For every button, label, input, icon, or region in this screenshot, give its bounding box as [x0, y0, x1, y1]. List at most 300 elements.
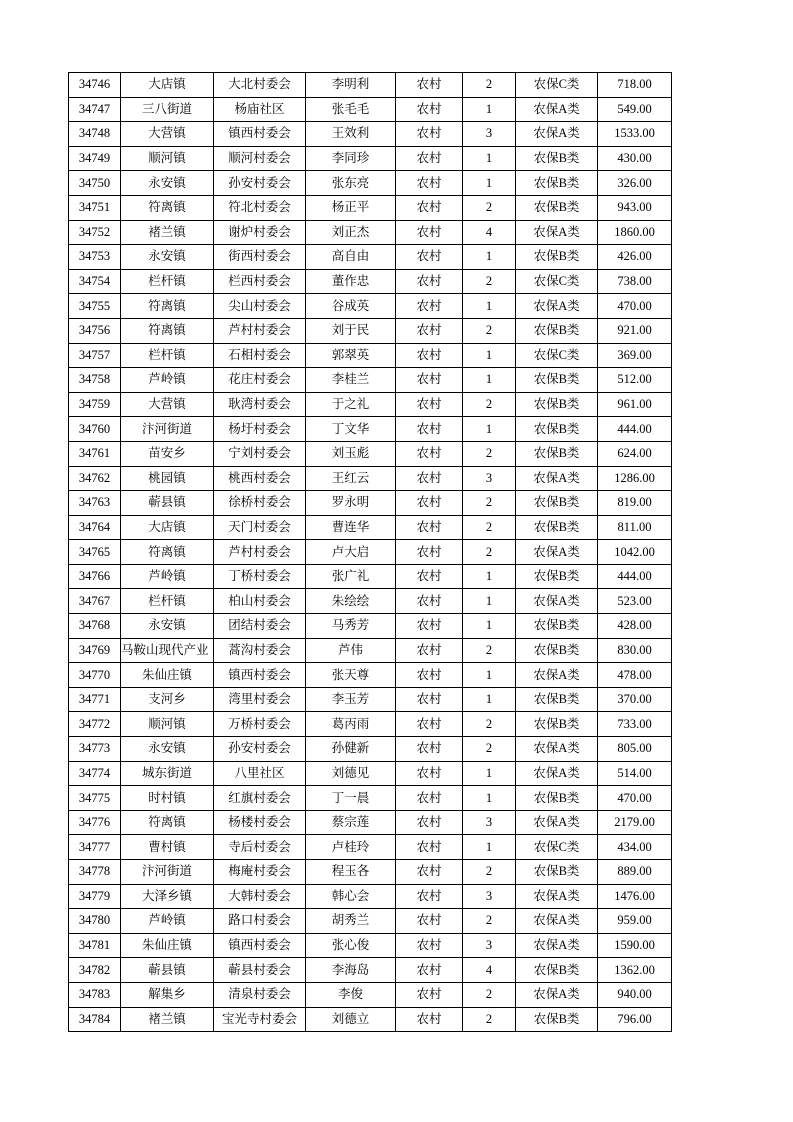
- cell-village: 谢炉村委会: [214, 220, 306, 245]
- cell-id: 34764: [69, 515, 121, 540]
- cell-type: 农村: [396, 318, 463, 343]
- cell-id: 34752: [69, 220, 121, 245]
- cell-type: 农村: [396, 835, 463, 860]
- cell-persons: 1: [463, 146, 516, 171]
- cell-persons: 2: [463, 737, 516, 762]
- cell-village: 顺河村委会: [214, 146, 306, 171]
- cell-persons: 1: [463, 417, 516, 442]
- cell-amount: 2179.00: [598, 810, 672, 835]
- cell-id: 34768: [69, 614, 121, 639]
- table-row: [69, 195, 672, 220]
- cell-name: 胡秀兰: [306, 909, 396, 934]
- cell-town: 桃园镇: [121, 466, 214, 491]
- cell-id: 34747: [69, 97, 121, 122]
- cell-village: 寺后村委会: [214, 835, 306, 860]
- cell-village: 红旗村委会: [214, 786, 306, 811]
- cell-amount: 514.00: [598, 761, 672, 786]
- cell-persons: 1: [463, 564, 516, 589]
- cell-id: 34784: [69, 1007, 121, 1032]
- table-row: [69, 540, 672, 565]
- cell-id: 34767: [69, 589, 121, 614]
- cell-persons: 2: [463, 982, 516, 1007]
- cell-type: 农村: [396, 982, 463, 1007]
- cell-type: 农村: [396, 663, 463, 688]
- cell-persons: 1: [463, 786, 516, 811]
- cell-town: 苗安乡: [121, 441, 214, 466]
- cell-persons: 4: [463, 220, 516, 245]
- cell-village: 梅庵村委会: [214, 860, 306, 885]
- cell-id: 34761: [69, 441, 121, 466]
- cell-type: 农村: [396, 491, 463, 516]
- cell-town: 解集乡: [121, 982, 214, 1007]
- cell-town: 符离镇: [121, 540, 214, 565]
- cell-amount: 961.00: [598, 392, 672, 417]
- cell-name: 曹连华: [306, 515, 396, 540]
- cell-category: 农保A类: [516, 466, 598, 491]
- cell-name: 刘德立: [306, 1007, 396, 1032]
- cell-id: 34755: [69, 294, 121, 319]
- cell-category: 农保B类: [516, 491, 598, 516]
- cell-amount: 889.00: [598, 860, 672, 885]
- cell-persons: 3: [463, 884, 516, 909]
- cell-id: 34746: [69, 73, 121, 98]
- cell-persons: 1: [463, 663, 516, 688]
- cell-amount: 326.00: [598, 171, 672, 196]
- cell-category: 农保A类: [516, 761, 598, 786]
- cell-town: 芦岭镇: [121, 564, 214, 589]
- table-row: [69, 860, 672, 885]
- cell-town: 大店镇: [121, 515, 214, 540]
- cell-village: 芦村村委会: [214, 318, 306, 343]
- cell-type: 农村: [396, 97, 463, 122]
- cell-name: 张毛毛: [306, 97, 396, 122]
- cell-name: 刘于民: [306, 318, 396, 343]
- cell-town: 栏杆镇: [121, 589, 214, 614]
- cell-amount: 370.00: [598, 687, 672, 712]
- cell-town: 蕲县镇: [121, 958, 214, 983]
- cell-name: 卢大启: [306, 540, 396, 565]
- cell-category: 农保A类: [516, 884, 598, 909]
- cell-name: 韩心会: [306, 884, 396, 909]
- cell-amount: 1286.00: [598, 466, 672, 491]
- cell-persons: 3: [463, 466, 516, 491]
- table-row: [69, 146, 672, 171]
- cell-town: 马鞍山现代产业: [121, 638, 214, 663]
- cell-amount: 738.00: [598, 269, 672, 294]
- cell-persons: 1: [463, 687, 516, 712]
- cell-amount: 733.00: [598, 712, 672, 737]
- cell-name: 朱绘绘: [306, 589, 396, 614]
- cell-name: 李玉芳: [306, 687, 396, 712]
- cell-persons: 2: [463, 392, 516, 417]
- cell-village: 符北村委会: [214, 195, 306, 220]
- table-row: [69, 269, 672, 294]
- cell-persons: 2: [463, 441, 516, 466]
- cell-village: 路口村委会: [214, 909, 306, 934]
- cell-id: 34765: [69, 540, 121, 565]
- cell-amount: 819.00: [598, 491, 672, 516]
- cell-town: 大营镇: [121, 392, 214, 417]
- cell-amount: 805.00: [598, 737, 672, 762]
- cell-persons: 1: [463, 171, 516, 196]
- cell-type: 农村: [396, 441, 463, 466]
- cell-amount: 549.00: [598, 97, 672, 122]
- cell-category: 农保C类: [516, 73, 598, 98]
- cell-village: 杨圩村委会: [214, 417, 306, 442]
- cell-persons: 2: [463, 909, 516, 934]
- cell-village: 天门村委会: [214, 515, 306, 540]
- cell-persons: 1: [463, 368, 516, 393]
- cell-id: 34756: [69, 318, 121, 343]
- cell-id: 34779: [69, 884, 121, 909]
- cell-type: 农村: [396, 958, 463, 983]
- table-row: [69, 343, 672, 368]
- cell-persons: 1: [463, 835, 516, 860]
- cell-category: 农保B类: [516, 786, 598, 811]
- cell-town: 芦岭镇: [121, 368, 214, 393]
- cell-village: 街西村委会: [214, 245, 306, 270]
- cell-category: 农保A类: [516, 737, 598, 762]
- cell-category: 农保B类: [516, 441, 598, 466]
- cell-name: 杨正平: [306, 195, 396, 220]
- cell-village: 徐桥村委会: [214, 491, 306, 516]
- cell-amount: 718.00: [598, 73, 672, 98]
- cell-name: 张心俊: [306, 933, 396, 958]
- table-row: [69, 1007, 672, 1032]
- cell-town: 栏杆镇: [121, 269, 214, 294]
- cell-town: 蕲县镇: [121, 491, 214, 516]
- cell-category: 农保B类: [516, 687, 598, 712]
- cell-type: 农村: [396, 466, 463, 491]
- cell-category: 农保C类: [516, 835, 598, 860]
- cell-village: 孙安村委会: [214, 737, 306, 762]
- cell-type: 农村: [396, 638, 463, 663]
- cell-town: 时村镇: [121, 786, 214, 811]
- cell-village: 宝光寺村委会: [214, 1007, 306, 1032]
- cell-name: 刘正杰: [306, 220, 396, 245]
- cell-village: 湾里村委会: [214, 687, 306, 712]
- cell-persons: 2: [463, 515, 516, 540]
- cell-category: 农保A类: [516, 663, 598, 688]
- cell-type: 农村: [396, 810, 463, 835]
- cell-town: 永安镇: [121, 171, 214, 196]
- records-table-body: [69, 73, 672, 1032]
- cell-type: 农村: [396, 73, 463, 98]
- cell-town: 符离镇: [121, 195, 214, 220]
- cell-amount: 430.00: [598, 146, 672, 171]
- cell-village: 桃西村委会: [214, 466, 306, 491]
- cell-name: 董作忠: [306, 269, 396, 294]
- cell-village: 大韩村委会: [214, 884, 306, 909]
- cell-persons: 2: [463, 638, 516, 663]
- cell-type: 农村: [396, 195, 463, 220]
- cell-persons: 1: [463, 343, 516, 368]
- cell-village: 团结村委会: [214, 614, 306, 639]
- cell-type: 农村: [396, 220, 463, 245]
- cell-town: 栏杆镇: [121, 343, 214, 368]
- cell-name: 孙健新: [306, 737, 396, 762]
- cell-amount: 470.00: [598, 786, 672, 811]
- cell-type: 农村: [396, 786, 463, 811]
- cell-id: 34782: [69, 958, 121, 983]
- cell-type: 农村: [396, 417, 463, 442]
- table-row: [69, 712, 672, 737]
- cell-persons: 1: [463, 245, 516, 270]
- cell-name: 李桂兰: [306, 368, 396, 393]
- cell-town: 符离镇: [121, 810, 214, 835]
- table-row: [69, 318, 672, 343]
- cell-category: 农保B类: [516, 392, 598, 417]
- table-row: [69, 810, 672, 835]
- cell-town: 褚兰镇: [121, 1007, 214, 1032]
- cell-name: 张东亮: [306, 171, 396, 196]
- table-row: [69, 491, 672, 516]
- cell-village: 清泉村委会: [214, 982, 306, 1007]
- cell-town: 符离镇: [121, 294, 214, 319]
- cell-persons: 2: [463, 712, 516, 737]
- cell-name: 王效利: [306, 122, 396, 147]
- cell-town: 城东街道: [121, 761, 214, 786]
- cell-id: 34758: [69, 368, 121, 393]
- cell-category: 农保A类: [516, 909, 598, 934]
- cell-name: 郭翠英: [306, 343, 396, 368]
- cell-id: 34748: [69, 122, 121, 147]
- cell-amount: 444.00: [598, 564, 672, 589]
- table-row: [69, 614, 672, 639]
- table-row: [69, 122, 672, 147]
- cell-id: 34772: [69, 712, 121, 737]
- cell-name: 罗永明: [306, 491, 396, 516]
- table-row: [69, 564, 672, 589]
- table-row: [69, 220, 672, 245]
- table-row: [69, 982, 672, 1007]
- cell-name: 李同珍: [306, 146, 396, 171]
- cell-category: 农保A类: [516, 810, 598, 835]
- table-row: [69, 687, 672, 712]
- cell-amount: 940.00: [598, 982, 672, 1007]
- cell-category: 农保B类: [516, 245, 598, 270]
- cell-town: 大泽乡镇: [121, 884, 214, 909]
- cell-name: 王红云: [306, 466, 396, 491]
- cell-village: 杨庙社区: [214, 97, 306, 122]
- cell-name: 刘玉彪: [306, 441, 396, 466]
- table-row: [69, 245, 672, 270]
- cell-town: 符离镇: [121, 318, 214, 343]
- cell-town: 三八街道: [121, 97, 214, 122]
- cell-category: 农保A类: [516, 220, 598, 245]
- cell-town: 芦岭镇: [121, 909, 214, 934]
- cell-type: 农村: [396, 909, 463, 934]
- cell-village: 丁桥村委会: [214, 564, 306, 589]
- cell-category: 农保B类: [516, 860, 598, 885]
- cell-category: 农保B类: [516, 638, 598, 663]
- cell-town: 汴河街道: [121, 860, 214, 885]
- cell-name: 丁文华: [306, 417, 396, 442]
- table-row: [69, 73, 672, 98]
- table-row: [69, 933, 672, 958]
- cell-id: 34763: [69, 491, 121, 516]
- table-row: [69, 909, 672, 934]
- cell-id: 34753: [69, 245, 121, 270]
- cell-category: 农保C类: [516, 343, 598, 368]
- cell-type: 农村: [396, 1007, 463, 1032]
- cell-type: 农村: [396, 687, 463, 712]
- cell-amount: 369.00: [598, 343, 672, 368]
- cell-persons: 2: [463, 318, 516, 343]
- cell-village: 柏山村委会: [214, 589, 306, 614]
- cell-category: 农保A类: [516, 540, 598, 565]
- cell-village: 芦村村委会: [214, 540, 306, 565]
- cell-village: 镇西村委会: [214, 933, 306, 958]
- table-row: [69, 663, 672, 688]
- cell-amount: 428.00: [598, 614, 672, 639]
- cell-amount: 426.00: [598, 245, 672, 270]
- table-row: [69, 958, 672, 983]
- cell-persons: 2: [463, 269, 516, 294]
- cell-amount: 1476.00: [598, 884, 672, 909]
- cell-name: 李俊: [306, 982, 396, 1007]
- cell-persons: 2: [463, 1007, 516, 1032]
- cell-town: 大店镇: [121, 73, 214, 98]
- table-row: [69, 515, 672, 540]
- cell-town: 永安镇: [121, 614, 214, 639]
- cell-id: 34769: [69, 638, 121, 663]
- cell-type: 农村: [396, 343, 463, 368]
- table-row: [69, 884, 672, 909]
- cell-category: 农保B类: [516, 171, 598, 196]
- cell-category: 农保A类: [516, 589, 598, 614]
- cell-village: 孙安村委会: [214, 171, 306, 196]
- cell-amount: 434.00: [598, 835, 672, 860]
- cell-village: 杨楼村委会: [214, 810, 306, 835]
- cell-town: 永安镇: [121, 245, 214, 270]
- cell-amount: 1860.00: [598, 220, 672, 245]
- cell-amount: 811.00: [598, 515, 672, 540]
- cell-category: 农保A类: [516, 97, 598, 122]
- cell-type: 农村: [396, 368, 463, 393]
- cell-type: 农村: [396, 564, 463, 589]
- cell-town: 永安镇: [121, 737, 214, 762]
- cell-amount: 921.00: [598, 318, 672, 343]
- cell-id: 34751: [69, 195, 121, 220]
- cell-id: 34759: [69, 392, 121, 417]
- table-row: [69, 97, 672, 122]
- cell-amount: 478.00: [598, 663, 672, 688]
- cell-village: 栏西村委会: [214, 269, 306, 294]
- cell-persons: 1: [463, 614, 516, 639]
- cell-type: 农村: [396, 614, 463, 639]
- cell-id: 34770: [69, 663, 121, 688]
- cell-town: 顺河镇: [121, 712, 214, 737]
- cell-town: 大营镇: [121, 122, 214, 147]
- table-row: [69, 171, 672, 196]
- cell-persons: 3: [463, 810, 516, 835]
- cell-category: 农保A类: [516, 933, 598, 958]
- cell-type: 农村: [396, 540, 463, 565]
- cell-type: 农村: [396, 122, 463, 147]
- cell-amount: 1533.00: [598, 122, 672, 147]
- cell-name: 于之礼: [306, 392, 396, 417]
- cell-category: 农保B类: [516, 146, 598, 171]
- cell-id: 34777: [69, 835, 121, 860]
- cell-type: 农村: [396, 589, 463, 614]
- cell-category: 农保B类: [516, 417, 598, 442]
- cell-id: 34771: [69, 687, 121, 712]
- cell-category: 农保B类: [516, 515, 598, 540]
- cell-id: 34776: [69, 810, 121, 835]
- cell-name: 谷成英: [306, 294, 396, 319]
- cell-name: 芦伟: [306, 638, 396, 663]
- cell-category: 农保B类: [516, 368, 598, 393]
- cell-id: 34757: [69, 343, 121, 368]
- cell-category: 农保B类: [516, 318, 598, 343]
- cell-id: 34760: [69, 417, 121, 442]
- cell-village: 蕲县村委会: [214, 958, 306, 983]
- cell-persons: 1: [463, 97, 516, 122]
- cell-name: 李海岛: [306, 958, 396, 983]
- cell-persons: 2: [463, 860, 516, 885]
- cell-village: 镇西村委会: [214, 122, 306, 147]
- cell-category: 农保B类: [516, 614, 598, 639]
- cell-category: 农保B类: [516, 195, 598, 220]
- cell-category: 农保B类: [516, 564, 598, 589]
- cell-persons: 1: [463, 294, 516, 319]
- cell-category: 农保A类: [516, 122, 598, 147]
- table-row: [69, 294, 672, 319]
- cell-id: 34774: [69, 761, 121, 786]
- table-row: [69, 368, 672, 393]
- cell-amount: 1042.00: [598, 540, 672, 565]
- cell-type: 农村: [396, 269, 463, 294]
- cell-amount: 624.00: [598, 441, 672, 466]
- cell-persons: 4: [463, 958, 516, 983]
- table-row: [69, 835, 672, 860]
- cell-type: 农村: [396, 884, 463, 909]
- cell-amount: 470.00: [598, 294, 672, 319]
- cell-amount: 444.00: [598, 417, 672, 442]
- cell-type: 农村: [396, 392, 463, 417]
- cell-town: 顺河镇: [121, 146, 214, 171]
- cell-village: 耿湾村委会: [214, 392, 306, 417]
- cell-name: 刘德见: [306, 761, 396, 786]
- cell-village: 蒿沟村委会: [214, 638, 306, 663]
- cell-town: 汴河街道: [121, 417, 214, 442]
- cell-village: 石相村委会: [214, 343, 306, 368]
- cell-persons: 2: [463, 540, 516, 565]
- cell-type: 农村: [396, 294, 463, 319]
- table-row: [69, 761, 672, 786]
- cell-type: 农村: [396, 712, 463, 737]
- cell-village: 花庄村委会: [214, 368, 306, 393]
- cell-category: 农保B类: [516, 1007, 598, 1032]
- cell-category: 农保B类: [516, 712, 598, 737]
- cell-persons: 1: [463, 761, 516, 786]
- cell-name: 高自由: [306, 245, 396, 270]
- cell-id: 34773: [69, 737, 121, 762]
- cell-town: 曹村镇: [121, 835, 214, 860]
- cell-name: 李明利: [306, 73, 396, 98]
- table-row: [69, 737, 672, 762]
- table-row: [69, 392, 672, 417]
- cell-id: 34780: [69, 909, 121, 934]
- cell-type: 农村: [396, 761, 463, 786]
- cell-persons: 2: [463, 491, 516, 516]
- cell-type: 农村: [396, 860, 463, 885]
- cell-category: 农保A类: [516, 294, 598, 319]
- cell-type: 农村: [396, 737, 463, 762]
- cell-id: 34762: [69, 466, 121, 491]
- cell-name: 丁一晨: [306, 786, 396, 811]
